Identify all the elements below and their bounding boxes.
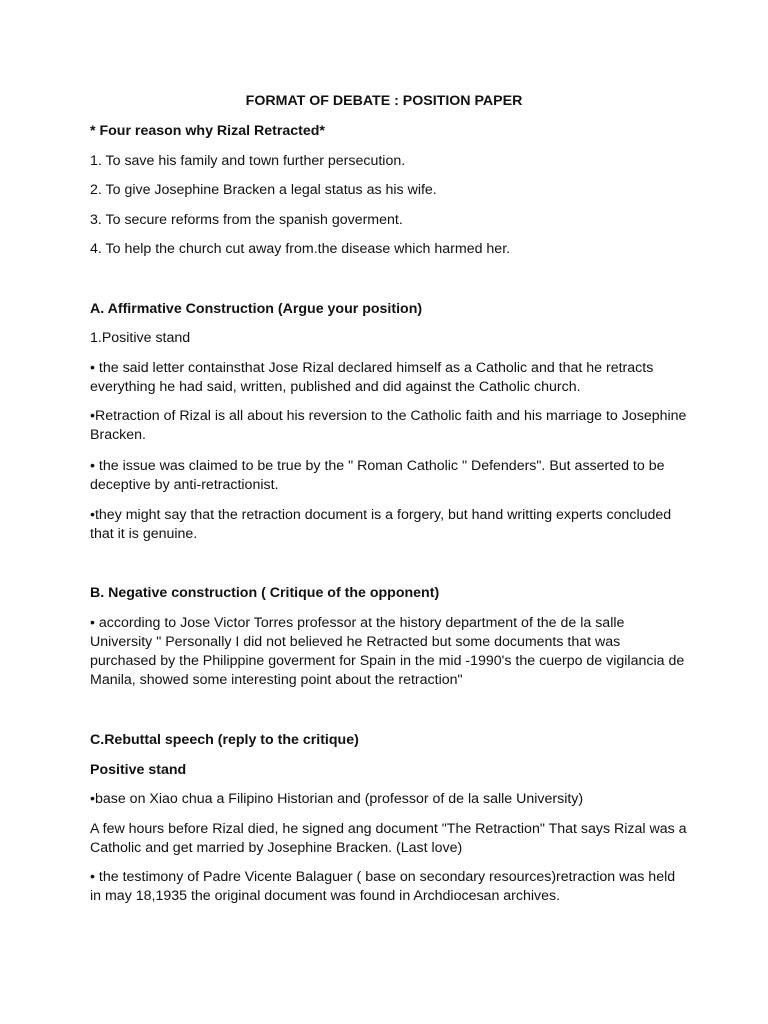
section-c-paragraph: A few hours before Rizal died, he signed ang document "The Retraction" That says Rizal was a Catholic and get married by Josephine Bracken. (Last love) — [90, 821, 687, 856]
section-a-subheading: 1.Positive stand — [90, 330, 191, 346]
reason-item: 3. To secure reforms from the spanish goverment. — [90, 212, 403, 228]
reason-item: 4. To help the church cut away from.the disease which harmed her. — [90, 241, 511, 257]
section-b-bullet: • according to Jose Victor Torres professor at the history department of the de la salle University " Personally I did not believed he Retracted but some documents that was purchased by the Philippine goverment for Spain in the mid -1990's the cuerpo de vigilancia de Manila, showed some interesting point about the retraction" — [90, 615, 685, 688]
section-a-bullet: • the issue was claimed to be true by the " Roman Catholic " Defenders". But asserted to be deceptive by anti-retractionist. — [90, 458, 665, 493]
document-title: FORMAT OF DEBATE : POSITION PAPER — [245, 93, 523, 109]
reason-item: 2. To give Josephine Bracken a legal status as his wife. — [90, 182, 437, 198]
section-a-bullet: • the said letter containsthat Jose Rizal declared himself as a Catholic and that he retracts everything he had said, written, published and did against the Catholic church. — [90, 360, 654, 395]
section-a-bullet: •Retraction of Rizal is all about his reversion to the Catholic faith and his marriage to Josephine Bracken. — [90, 408, 687, 443]
section-c-paragraph: • the testimony of Padre Vicente Balaguer ( base on secondary resources)retraction was held in may 18,1935 the original document was found in Archdiocesan archives. — [90, 869, 676, 904]
section-a-heading: A. Affirmative Construction (Argue your position) — [90, 301, 423, 317]
reason-item: 1. To save his family and town further persecution. — [90, 153, 406, 169]
section-c-heading: C.Rebuttal speech (reply to the critique) — [90, 732, 359, 748]
section-c-paragraph: •base on Xiao chua a Filipino Historian and (professor of de la salle University) — [90, 791, 584, 807]
section-c-subheading: Positive stand — [90, 762, 187, 778]
section-a-bullet: •they might say that the retraction document is a forgery, but hand writting experts concluded that it is genuine. — [90, 507, 672, 542]
reasons-heading: * Four reason why Rizal Retracted* — [90, 123, 325, 139]
section-b-heading: B. Negative construction ( Critique of the opponent) — [90, 585, 440, 601]
